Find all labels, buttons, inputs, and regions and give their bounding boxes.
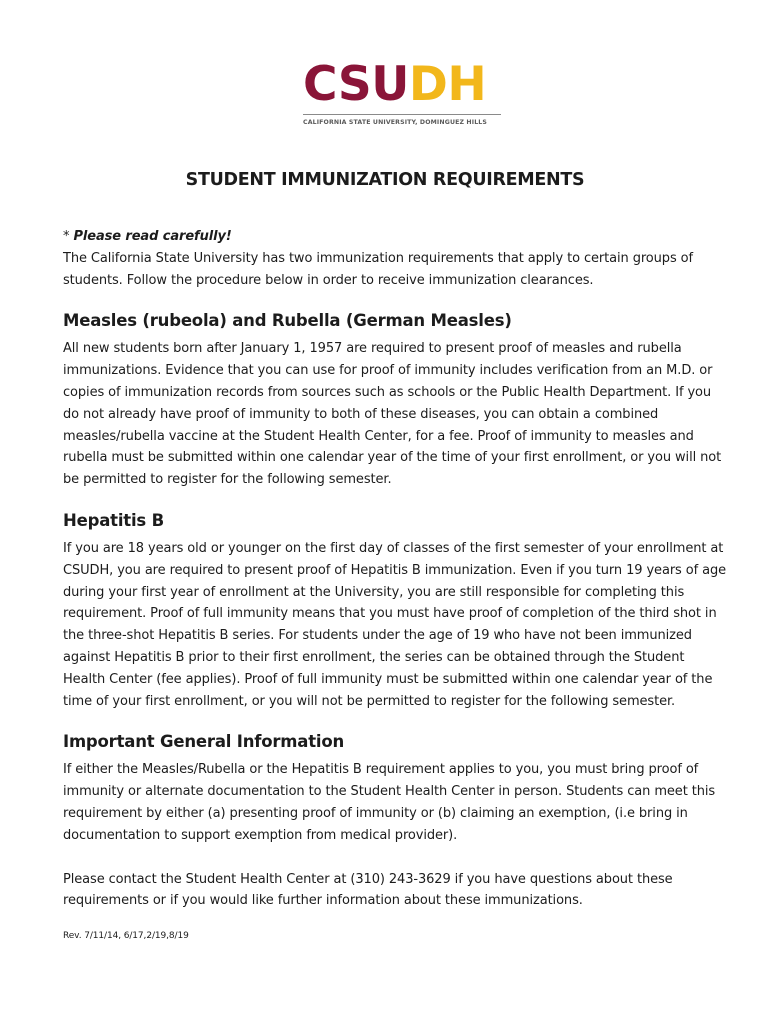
intro-note: Please read carefully! <box>73 229 232 244</box>
paragraph-gap <box>63 847 729 869</box>
logo-subtitle: CALIFORNIA STATE UNIVERSITY, DOMINGUEZ HILLS <box>303 119 488 126</box>
section-heading-measles: Measles (rubeola) and Rubella (German Measles) <box>63 311 512 331</box>
logo-dh-text: DH <box>408 57 487 112</box>
logo-divider <box>303 114 501 115</box>
page-title: STUDENT IMMUNIZATION REQUIREMENTS <box>185 170 585 190</box>
intro-text: The California State University has two immunization requirements that apply to certain groups of students. Follow the procedure below in order to receive immunization clearances. <box>63 250 693 288</box>
contact-paragraph: Please contact the Student Health Center at (310) 243-3629 if you have questions about these requirements or if you would like further information about these immunizations. <box>63 871 673 909</box>
section-body-hepatitis-b: If you are 18 years old or younger on the first day of classes of the first semester of your enrollment at CSUDH, you are required to present proof of Hepatitis B immunization. Even if you turn 19 years of age during your first year of enrollment at the University, you are still responsible for completing this requirement. Proof of full immunity means that you must have proof of completion of the third shot in the three-shot Hepatitis B series. For students under the age of 19 who have not been immunized against Hepatitis B prior to their first enrollment, the series can be obtained through the Student Health Center (fee applies). Proof of full immunity must be submitted within one calendar year of the time of your first enrollment, or you will not be permitted to register for the following semester. <box>63 540 727 709</box>
intro-prefix: * <box>63 229 74 244</box>
section-body-measles: All new students born after January 1, 1957 are required to present proof of measles and rubella immunizations. Evidence that you can use for proof of immunity includes verification from an M.D. or copies of immunization records from sources such as schools or the Public Health Department. If you do not already have proof of immunity to both of these diseases, you can obtain a combined measles/rubella vaccine at the Student Health Center, for a fee. Proof of immunity to measles and rubella must be submitted within one calendar year of the time of your first enrollment, or you will not be permitted to register for the following semester. <box>63 341 722 488</box>
logo-wordmark <box>303 57 503 112</box>
document-body <box>63 226 729 942</box>
section-heading-hepatitis-b: Hepatitis B <box>63 510 164 530</box>
intro-paragraph <box>63 226 729 291</box>
logo-csu-text: CSU <box>303 57 409 112</box>
revision-note: Rev. 7/11/14, 6/17,2/19,8/19 <box>63 931 189 942</box>
section-heading-general-info: Important General Information <box>63 732 345 752</box>
csudh-logo <box>303 57 503 126</box>
section-body-general-info: If either the Measles/Rubella or the Hepatitis B requirement applies to you, you must bring proof of immunity or alternate documentation to the Student Health Center in person. Students can meet this requirement by either (a) presenting proof of immunity or (b) claiming an exemption, (i.e bring in documentation to support exemption from medical provider). <box>63 762 716 843</box>
